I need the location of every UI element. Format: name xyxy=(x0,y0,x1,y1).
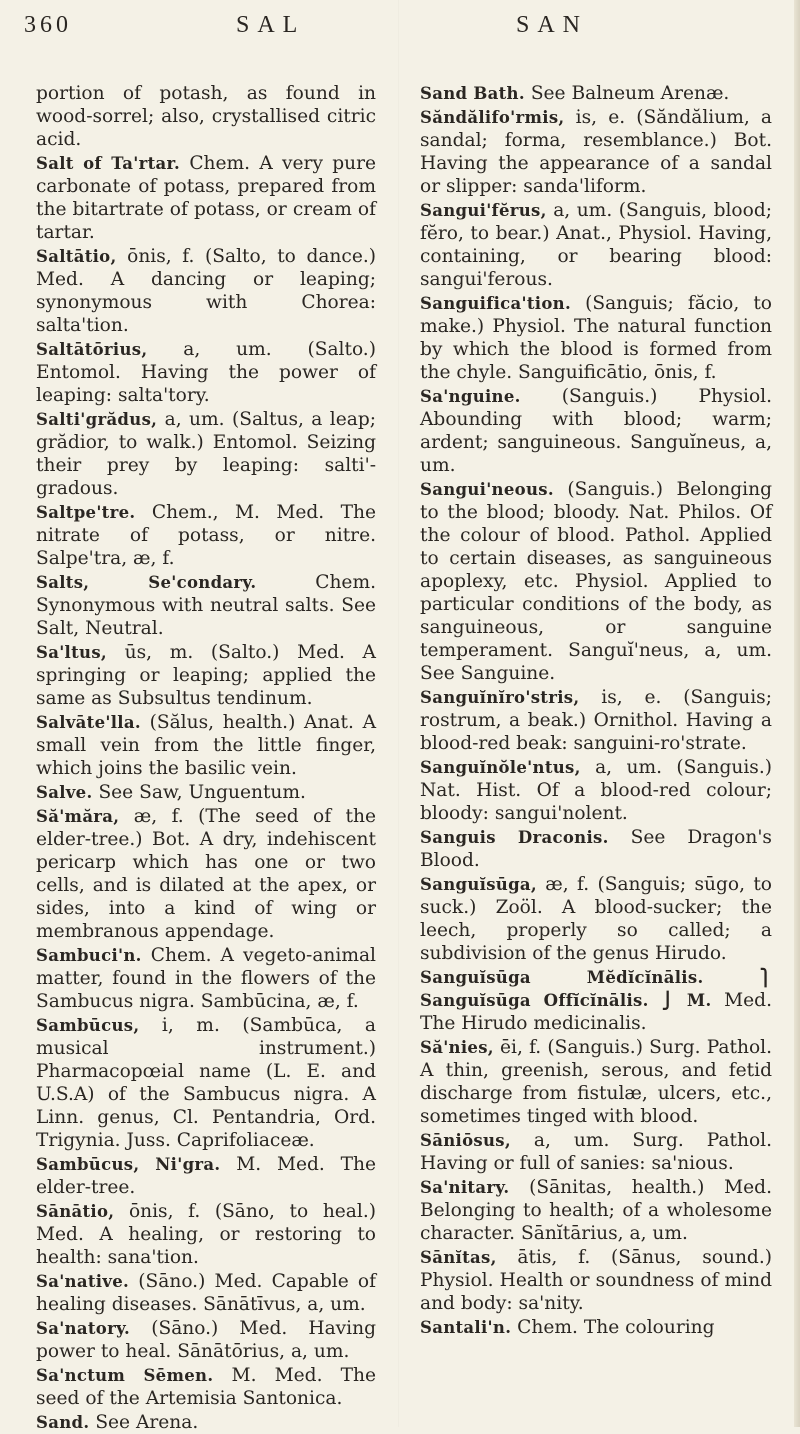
entry-headword: Salve. xyxy=(36,783,93,802)
entry-definition: portion of potash, as found in wood-sorrel; also, crystallised citric acid. xyxy=(36,83,376,150)
dictionary-entry xyxy=(36,1200,376,1269)
entry-definition: Chem. A vegeto-animal matter, found in the flowers of the Sambucus nigra. Sambūcina, æ, f. xyxy=(36,945,376,1012)
entry-definition: Chem. Synonymous with neutral salts. See Salt, Neutral. xyxy=(36,572,376,639)
entry-headword: Săndălifo'rmis, xyxy=(420,108,565,127)
entry-headword: Sanguĭsūga Mĕdĭcĭnālis. ⎫ Sanguĭsūga Offĭcĭnālis. ⎭ M. xyxy=(420,968,772,1010)
entry-headword: Sānĭtas, xyxy=(420,1248,497,1267)
dictionary-entry xyxy=(420,873,772,965)
entry-definition: (Sānitas, health.) Med. Belonging to health; of a wholesome character. Sānĭtārius, a, um. xyxy=(420,1177,772,1244)
entry-headword: Sanguifica'tion. xyxy=(420,294,571,313)
entry-definition: a, um. (Sanguis.) Nat. Hist. Of a blood-red colour; bloody: sangui'nolent. xyxy=(420,757,772,824)
entry-headword: Sanguĭnŏle'ntus, xyxy=(420,758,581,777)
dictionary-entry xyxy=(36,338,376,407)
entry-definition: æ, f. (The seed of the elder-tree.) Bot. A dry, indehiscent pericarp which has one or two cells, and is dilated at the apex, or sides, into a kind of wing or membranous appendage. xyxy=(36,806,376,942)
entry-definition: See Dragon's Blood. xyxy=(420,827,772,871)
entry-headword: Saltātio, xyxy=(36,247,117,266)
left-column xyxy=(36,82,376,1434)
dictionary-entry xyxy=(420,82,772,105)
dictionary-entry xyxy=(420,826,772,872)
entry-headword: Sambūcus, Ni'gra. xyxy=(36,1155,221,1174)
entry-headword: Sa'natory. xyxy=(36,1319,131,1338)
entry-headword: Sand Bath. xyxy=(420,84,525,103)
dictionary-entry xyxy=(420,292,772,384)
entry-headword: Sanguis Draconis. xyxy=(420,828,609,847)
entry-definition: Chem., M. Med. The nitrate of potass, or nitre. Salpe'tra, æ, f. xyxy=(36,502,377,569)
page-number: 360 xyxy=(24,12,72,38)
dictionary-entry xyxy=(36,501,376,570)
entry-definition: See Arena. xyxy=(95,1412,199,1433)
dictionary-entry xyxy=(36,408,376,500)
dictionary-entry xyxy=(36,1411,376,1434)
entry-definition: a, um. (Saltus, a leap; grădior, to walk.) Entomol. Seizing their prey by leaping: salti'-gradous. xyxy=(36,409,376,499)
entry-definition: ātis, f. (Sānus, sound.) Physiol. Health or soundness of mind and body: sa'nity. xyxy=(420,1247,772,1314)
entry-headword: Sa'nitary. xyxy=(420,1178,510,1197)
entry-definition: (Sāno.) Med. Having power to heal. Sānātōrius, a, um. xyxy=(36,1318,376,1362)
entry-definition: ūs, m. (Salto.) Med. A springing or leaping; applied the same as Subsultus tendinum. xyxy=(36,642,376,709)
entry-definition: (Sāno.) Med. Capable of healing diseases. Sānātīvus, a, um. xyxy=(36,1271,376,1315)
dictionary-entry xyxy=(36,641,376,710)
entry-definition: (Sălus, health.) Anat. A small vein from the little finger, which joins the basilic vein. xyxy=(36,712,376,779)
dictionary-entry xyxy=(420,1316,772,1339)
entry-definition: Chem. The colouring xyxy=(517,1317,715,1338)
entry-definition: M. Med. The elder-tree. xyxy=(36,1154,376,1198)
dictionary-entry xyxy=(420,478,772,685)
entry-definition: See Saw, Unguentum. xyxy=(98,782,306,803)
entry-definition: Med. The Hirudo medicinalis. xyxy=(420,990,772,1034)
dictionary-entry xyxy=(420,1129,772,1175)
entry-headword: Saltātōrius, xyxy=(36,340,148,359)
entry-headword: Saltpe'tre. xyxy=(36,503,136,522)
entry-definition: a, um. (Sanguis, blood; fĕro, to bear.) Anat., Physiol. Having, containing, or bearing blood: sangui'ferous. xyxy=(420,200,772,290)
page-edge xyxy=(794,0,800,1427)
entry-definition: is, e. (Sanguis; rostrum, a beak.) Ornithol. Having a blood-red beak: sanguini-ro'strate. xyxy=(420,687,772,754)
dictionary-entry xyxy=(36,571,376,640)
entry-definition: Chem. A very pure carbonate of potass, prepared from the bitartrate of potass, or cream of tartar. xyxy=(36,153,377,243)
dictionary-entry xyxy=(420,686,772,755)
dictionary-entry xyxy=(420,1246,772,1315)
dictionary-entry xyxy=(36,1317,376,1363)
dictionary-entry xyxy=(36,711,376,780)
dictionary-entry xyxy=(420,1176,772,1245)
entry-definition: æ, f. (Sanguis; sūgo, to suck.) Zoöl. A blood-sucker; the leech, properly so called; a subdivision of the genus Hirudo. xyxy=(420,874,772,964)
dictionary-entry xyxy=(36,1270,376,1316)
entry-headword: Sambuci'n. xyxy=(36,946,142,965)
entry-definition: M. Med. The seed of the Artemisia Santonica. xyxy=(36,1365,376,1409)
entry-definition: (Sanguis; făcio, to make.) Physiol. The natural function by which the blood is formed from the chyle. Sanguificātio, ōnis, f. xyxy=(420,293,772,383)
entry-definition: i, m. (Sambūca, a musical instrument.) Pharmacopœial name (L. E. and U.S.A) of the Sambucus nigra. A Linn. genus, Cl. Pentandria, Ord. Trigynia. Juss. Caprifoliaceæ. xyxy=(36,1015,376,1151)
dictionary-entry xyxy=(36,1364,376,1410)
dictionary-entry xyxy=(420,199,772,291)
entry-headword: Salts, Se'condary. xyxy=(36,573,257,592)
dictionary-entry xyxy=(420,385,772,477)
entry-definition: a, um. (Salto.) Entomol. Having the power of leaping: salta'tory. xyxy=(36,339,376,406)
dictionary-entry xyxy=(36,1153,376,1199)
right-column xyxy=(420,82,772,1339)
entry-headword: Sa'nguine. xyxy=(420,387,521,406)
dictionary-entry xyxy=(420,756,772,825)
entry-headword: Salt of Ta'rtar. xyxy=(36,154,181,173)
dictionary-entry xyxy=(36,781,376,804)
entry-headword: Sanguĭsūga, xyxy=(420,875,537,894)
entry-headword: Sambūcus, xyxy=(36,1016,140,1035)
entry-definition: a, um. Surg. Pathol. Having or full of sanies: sa'nious. xyxy=(420,1130,772,1174)
entry-headword: Sangui'neous. xyxy=(420,480,554,499)
entry-headword: Salvāte'lla. xyxy=(36,713,141,732)
entry-headword: Sa'native. xyxy=(36,1272,130,1291)
dictionary-entry xyxy=(36,245,376,337)
entry-headword: Să'nies, xyxy=(420,1038,494,1057)
entry-definition: is, e. (Săndălium, a sandal; forma, resemblance.) Bot. Having the appearance of a sandal or slipper: sanda'liform. xyxy=(420,107,772,197)
entry-headword: Sāniōsus, xyxy=(420,1131,511,1150)
dictionary-entry xyxy=(36,1014,376,1152)
entry-headword: Sanguĭnĭro'stris, xyxy=(420,688,580,707)
dictionary-entry xyxy=(36,805,376,943)
running-head-right: SAN xyxy=(516,12,589,38)
dictionary-entry xyxy=(420,966,772,1035)
entry-definition: (Sanguis.) Belonging to the blood; bloody. Nat. Philos. Of the colour of blood. Pathol. Applied to certain diseases, as sanguineous apoplexy, etc. Physiol. Applied to particular conditions of the body, as sanguineous, or sanguine temperament. Sanguĭ'neus, a, um. See Sanguine. xyxy=(420,479,772,684)
entry-headword: Sānātio, xyxy=(36,1202,115,1221)
dictionary-entry xyxy=(420,106,772,198)
entry-headword: Santali'n. xyxy=(420,1318,512,1337)
running-header xyxy=(0,4,800,44)
running-head-left: SAL xyxy=(236,12,306,38)
entry-headword: Sand. xyxy=(36,1413,90,1432)
entry-headword: Sangui'fĕrus, xyxy=(420,201,547,220)
dictionary-entry xyxy=(420,1036,772,1128)
entry-definition: See Balneum Arenæ. xyxy=(530,83,730,104)
entry-headword: Sa'nctum Sēmen. xyxy=(36,1366,214,1385)
entry-headword: Sa'ltus, xyxy=(36,643,107,662)
entry-definition: ōnis, f. (Salto, to dance.) Med. A dancing or leaping; synonymous with Chorea: salta'tion. xyxy=(36,246,376,336)
entry-headword: Să'măra, xyxy=(36,807,120,826)
entry-definition: ōnis, f. (Sāno, to heal.) Med. A healing, or restoring to health: sana'tion. xyxy=(36,1201,376,1268)
entry-headword: Salti'grădus, xyxy=(36,410,158,429)
dictionary-entry xyxy=(36,944,376,1013)
entry-definition: ēi, f. (Sanguis.) Surg. Pathol. A thin, greenish, serous, and fetid discharge from fistulæ, ulcers, etc., sometimes tinged with blood. xyxy=(420,1037,772,1127)
column-gutter xyxy=(398,0,399,1427)
dictionary-entry xyxy=(36,152,376,244)
entry-definition: (Sanguis.) Physiol. Abounding with blood; warm; ardent; sanguineous. Sanguĭneus, a, um. xyxy=(420,386,772,476)
dictionary-entry xyxy=(36,82,376,151)
